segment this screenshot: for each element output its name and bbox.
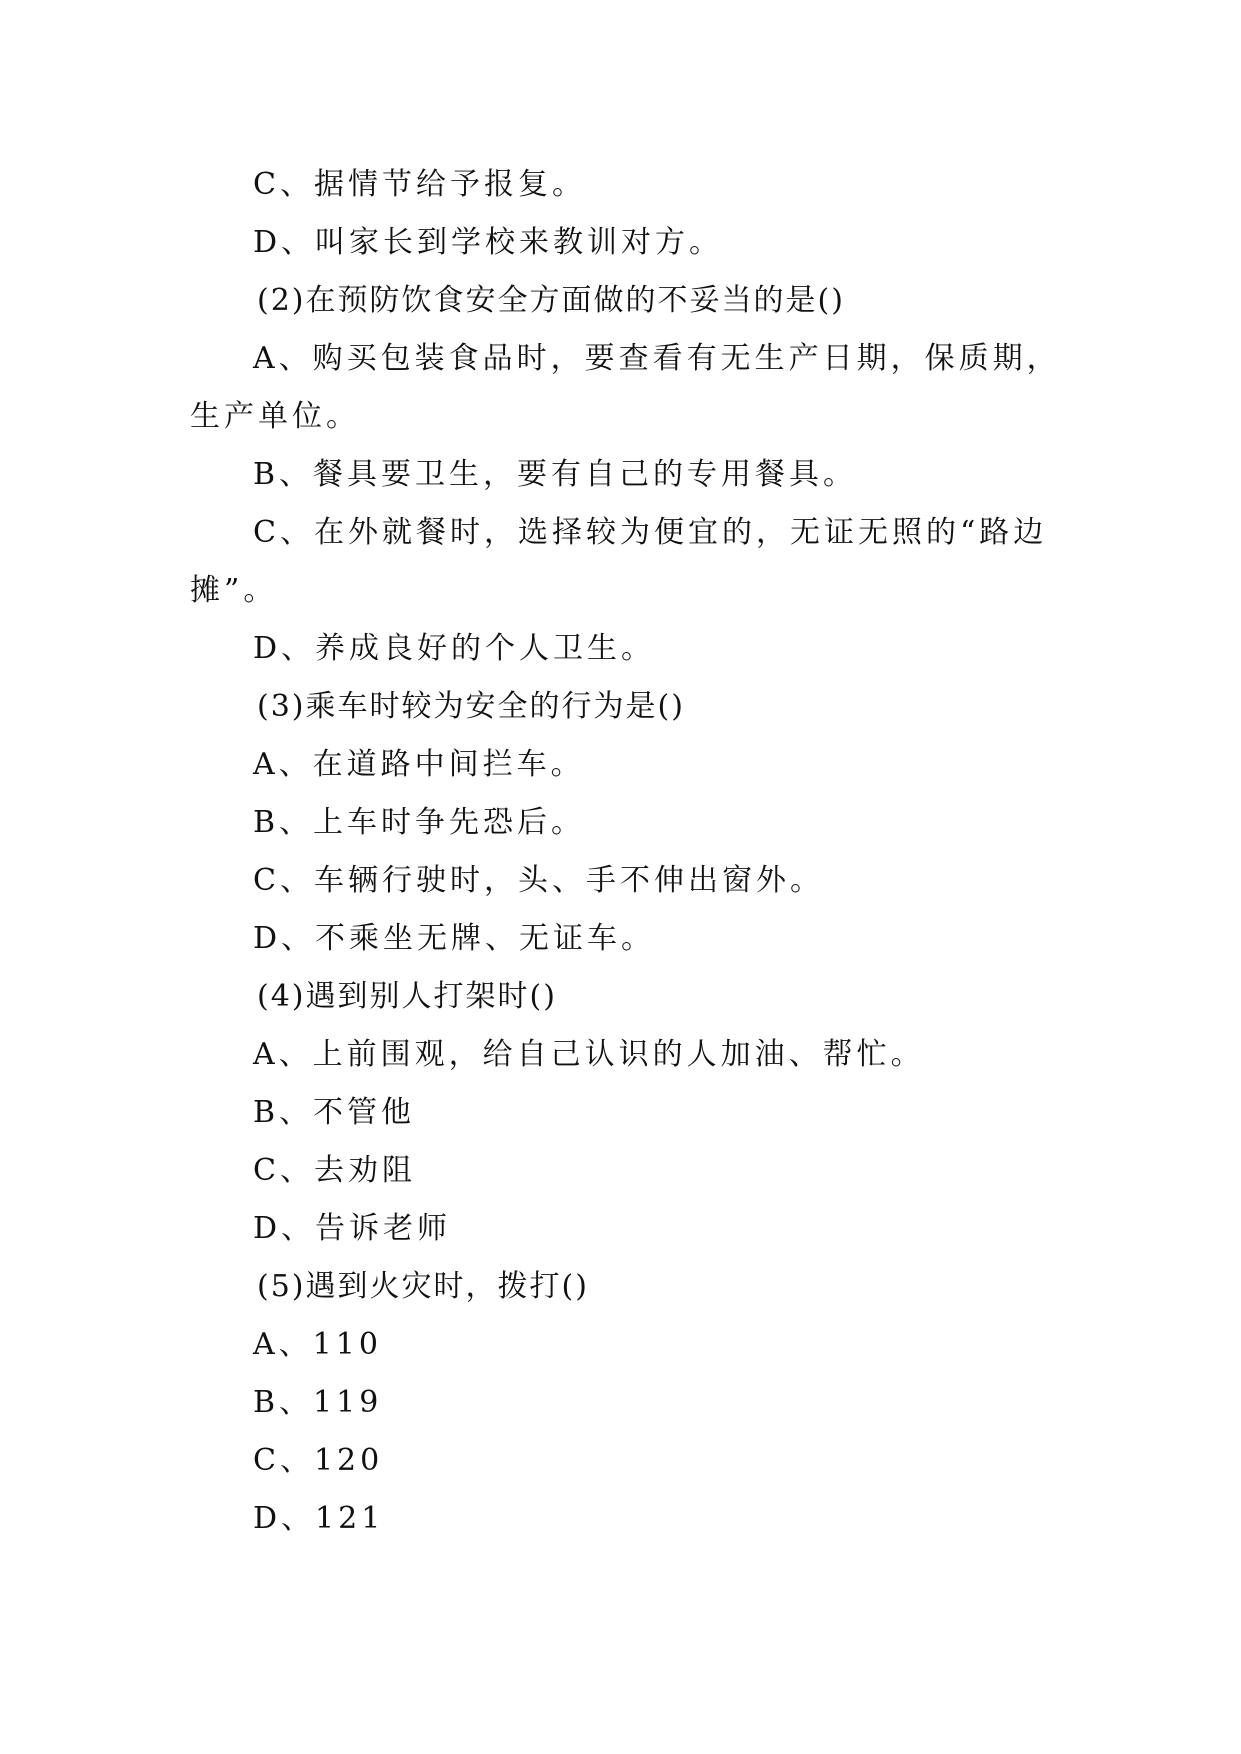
option-c-q1: C、据情节给予报复。 xyxy=(253,167,586,202)
option-d-q1: D、叫家长到学校来教训对方。 xyxy=(253,225,724,260)
option-b-q3: B、上车时争先恐后。 xyxy=(253,805,586,840)
question-3: (3)乘车时较为安全的行为是() xyxy=(257,689,685,724)
option-b-q2: B、餐具要卫生，要有自己的专用餐具。 xyxy=(253,457,858,492)
option-a-q2: A、购买包装食品时，要查看有无生产日期，保质期， xyxy=(253,341,1061,376)
option-c-q3: C、车辆行驶时，头、手不伸出窗外。 xyxy=(253,863,824,898)
option-a-q3: A、在道路中间拦车。 xyxy=(253,747,585,782)
option-c-q2: C、在外就餐时，选择较为便宜的，无证无照的“路边 xyxy=(253,515,1048,550)
question-4: (4)遇到别人打架时() xyxy=(257,979,557,1014)
question-2: (2)在预防饮食安全方面做的不妥当的是() xyxy=(257,283,845,318)
option-d-q2: D、养成良好的个人卫生。 xyxy=(253,631,656,666)
option-a-q5: A、110 xyxy=(253,1327,382,1362)
option-c-q5: C、120 xyxy=(253,1443,384,1478)
option-d-q4: D、告诉老师 xyxy=(253,1211,452,1246)
option-c-q4: C、去劝阻 xyxy=(253,1153,416,1188)
option-a-q2-cont: 生产单位。 xyxy=(190,399,360,434)
option-d-q5: D、121 xyxy=(253,1501,385,1536)
option-b-q4: B、不管他 xyxy=(253,1095,416,1130)
option-a-q4: A、上前围观，给自己认识的人加油、帮忙。 xyxy=(253,1037,925,1072)
option-c-q2-cont: 摊”。 xyxy=(190,573,278,608)
question-5: (5)遇到火灾时，拨打() xyxy=(257,1269,589,1304)
option-d-q3: D、不乘坐无牌、无证车。 xyxy=(253,921,656,956)
option-b-q5: B、119 xyxy=(253,1385,383,1420)
